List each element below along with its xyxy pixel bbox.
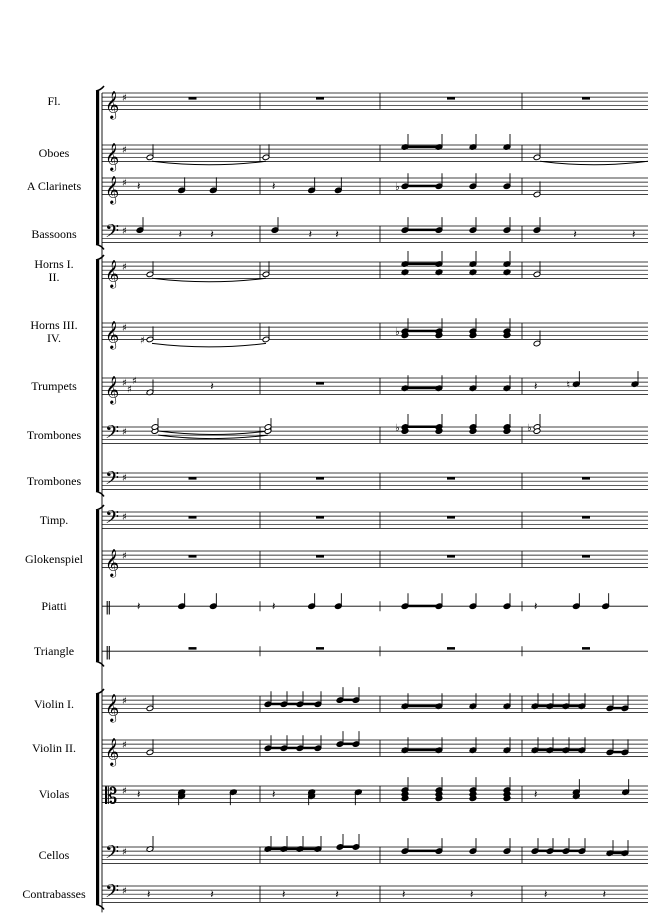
quarter-rest-icon: 𝄽	[335, 228, 339, 242]
quarter-rest-icon: 𝄽	[210, 888, 214, 902]
sharp-icon: ♯	[122, 226, 127, 238]
bass-clef-icon: 𝄢	[105, 221, 120, 247]
sharp-icon: ♯	[122, 786, 127, 798]
bracket	[96, 91, 99, 244]
bracket-hook	[96, 661, 104, 666]
sharp-icon: ♯	[122, 512, 127, 524]
whole-rest-icon	[582, 555, 590, 558]
quarter-rest-icon: 𝄽	[470, 888, 474, 902]
bass-clef-icon: 𝄢	[105, 507, 120, 533]
sharp-icon: ♯	[122, 145, 127, 157]
sharp-icon: ♯	[132, 376, 137, 388]
quarter-rest-icon: 𝄽	[137, 788, 141, 802]
quarter-rest-icon: 𝄽	[402, 888, 406, 902]
accidental-icon: ♯	[140, 335, 145, 347]
label-line: IV.	[46, 331, 62, 346]
whole-rest-icon	[316, 516, 324, 519]
beam	[271, 747, 321, 750]
label-line: Timp.	[39, 513, 69, 528]
label-line: Horns I.	[34, 257, 74, 272]
quarter-rest-icon: 𝄽	[573, 228, 577, 242]
sharp-icon: ♯	[122, 551, 127, 563]
label-bassoons	[31, 227, 77, 241]
quarter-rest-icon: 𝄽	[534, 600, 538, 614]
tie	[158, 435, 268, 439]
treble-clef-icon: 𝄞	[105, 548, 120, 577]
treble-clef-icon: 𝄞	[105, 693, 120, 722]
bass-clef-icon: 𝄢	[105, 468, 120, 494]
sharp-icon: ♯	[122, 178, 127, 190]
sharp-icon: ♯	[122, 847, 127, 859]
quarter-rest-icon: 𝄽	[335, 888, 339, 902]
whole-rest-icon	[582, 516, 590, 519]
bracket	[96, 510, 99, 661]
quarter-rest-icon: 𝄽	[534, 788, 538, 802]
staff-horns-3-4	[102, 320, 648, 349]
beam	[538, 705, 585, 708]
whole-rest-icon	[582, 97, 590, 100]
label-line: Trumpets	[31, 379, 77, 394]
staff-fl	[102, 90, 648, 119]
staff-oboes	[102, 142, 648, 171]
label-violas	[39, 787, 70, 801]
staff-trombones-2	[102, 468, 648, 493]
tie	[152, 161, 266, 165]
sharp-icon: ♯	[122, 427, 127, 439]
whole-rest-icon	[316, 477, 324, 480]
quarter-rest-icon: 𝄽	[282, 888, 286, 902]
label-fl	[47, 94, 60, 108]
whole-rest-icon	[189, 555, 197, 558]
treble-clef-icon: 𝄞	[105, 142, 120, 171]
bracket-hook	[96, 86, 104, 91]
whole-rest-icon	[582, 477, 590, 480]
whole-rest-icon	[447, 516, 455, 519]
bracket	[96, 694, 99, 904]
whole-rest-icon	[447, 97, 455, 100]
bracket-hook	[96, 255, 104, 260]
bracket-hook	[96, 689, 104, 694]
label-line: A Clarinets	[26, 179, 82, 194]
sharp-icon: ♯	[122, 93, 127, 105]
treble-clef-icon: 𝄞	[105, 175, 120, 204]
tie	[540, 161, 648, 165]
label-line: Violas	[38, 787, 70, 802]
bracket-hook	[96, 904, 104, 909]
whole-rest-icon	[316, 555, 324, 558]
tie	[152, 278, 266, 282]
staff-horns-1-2	[102, 259, 648, 288]
sharp-icon: ♯	[122, 473, 127, 485]
beam	[538, 850, 585, 853]
sharp-icon: ♯	[127, 384, 132, 396]
whole-rest-icon	[189, 516, 197, 519]
quarter-rest-icon: 𝄽	[534, 380, 538, 394]
notation	[136, 97, 648, 901]
label-violin-2	[32, 741, 76, 755]
treble-clef-icon: 𝄞	[105, 320, 120, 349]
treble-clef-icon: 𝄞	[105, 259, 120, 288]
quarter-rest-icon: 𝄽	[178, 228, 183, 242]
label-line: Violin II.	[32, 741, 76, 756]
staff-triangle	[102, 645, 648, 660]
sharp-icon: ♯	[122, 696, 127, 708]
whole-rest-icon	[189, 647, 197, 650]
label-violin-1	[34, 697, 74, 711]
label-trumpets	[31, 379, 77, 393]
label-line: Glokenspiel	[25, 552, 83, 567]
quarter-rest-icon: 𝄽	[210, 380, 214, 394]
bracket-hook	[96, 505, 104, 510]
whole-rest-icon	[447, 555, 455, 558]
label-line: Contrabasses	[22, 887, 86, 902]
label-line: Trombones	[26, 428, 82, 443]
treble-clef-icon: 𝄞	[105, 375, 120, 404]
bracket	[96, 260, 99, 491]
quarter-rest-icon: 𝄽	[210, 228, 214, 242]
quarter-rest-icon: 𝄽	[147, 888, 151, 902]
label-trombones-2	[27, 474, 82, 488]
label-line: Violin I.	[34, 697, 74, 712]
label-timp	[40, 513, 69, 527]
sharp-icon: ♯	[122, 378, 127, 390]
sharp-icon: ♯	[122, 262, 127, 274]
staves	[102, 90, 648, 906]
whole-rest-icon	[189, 477, 197, 480]
accidental-icon: ♭	[527, 423, 532, 434]
whole-rest-icon	[447, 477, 455, 480]
label-line: Cellos	[38, 848, 70, 863]
staff-timp	[102, 507, 648, 532]
instrument-labels	[22, 94, 86, 901]
whole-rest-icon	[189, 97, 197, 100]
accidental-icon: ♭	[395, 423, 400, 434]
whole-rest-icon	[582, 647, 590, 650]
bracket-hook	[96, 491, 104, 496]
label-line: Oboes	[38, 146, 70, 161]
quarter-rest-icon: 𝄽	[544, 888, 548, 902]
staff-glokenspiel	[102, 548, 648, 577]
label-line: Piatti	[41, 599, 67, 614]
accidental-icon: ♭	[395, 327, 400, 339]
label-line: Bassoons	[31, 227, 77, 242]
alto-clef-icon: 𝄡	[105, 784, 118, 810]
label-contrabasses	[22, 887, 86, 901]
quarter-rest-icon: 𝄽	[272, 788, 276, 802]
whole-rest-icon	[447, 647, 455, 650]
bass-clef-icon: 𝄢	[105, 842, 120, 868]
sharp-icon: ♯	[122, 886, 127, 898]
whole-rest-icon	[316, 382, 324, 385]
quarter-rest-icon: 𝄽	[272, 180, 276, 194]
group-brackets	[96, 86, 104, 912]
sharp-icon: ♯	[122, 323, 127, 335]
label-line: II.	[48, 270, 60, 285]
label-line: Triangle	[33, 644, 75, 659]
beam	[271, 703, 321, 706]
percussion-clef-icon: ‖	[105, 645, 112, 661]
tie	[152, 343, 266, 347]
bass-clef-icon: 𝄢	[105, 422, 120, 448]
label-a-clarinets	[27, 179, 82, 193]
accidental-icon: ♭	[395, 182, 400, 194]
label-horns-1-2	[34, 257, 73, 284]
quarter-rest-icon: 𝄽	[308, 228, 313, 242]
tie	[158, 431, 268, 435]
percussion-clef-icon: ‖	[105, 600, 112, 616]
label-line: Horns III.	[30, 318, 78, 333]
whole-rest-icon	[316, 647, 324, 650]
bass-clef-icon: 𝄢	[105, 881, 120, 907]
staff-trombones-1	[102, 422, 648, 447]
beam	[271, 848, 321, 851]
staff-contrabasses	[102, 881, 648, 906]
treble-clef-icon: 𝄞	[105, 90, 120, 119]
whole-rest-icon	[316, 97, 324, 100]
quarter-rest-icon: 𝄽	[137, 600, 141, 614]
label-piatti	[41, 599, 67, 613]
label-triangle	[34, 644, 74, 658]
quarter-rest-icon: 𝄽	[602, 888, 607, 902]
quarter-rest-icon: 𝄽	[632, 228, 636, 242]
label-trombones-1	[27, 428, 82, 442]
label-line: Trombones	[26, 474, 82, 489]
label-oboes	[39, 146, 70, 160]
quarter-rest-icon: 𝄽	[272, 600, 276, 614]
label-glokenspiel	[25, 552, 84, 566]
label-line: Fl.	[47, 94, 61, 109]
treble-clef-icon: 𝄞	[105, 737, 120, 766]
label-cellos	[39, 848, 70, 862]
accidental-icon: ♮	[566, 380, 570, 392]
quarter-rest-icon: 𝄽	[137, 180, 141, 194]
label-horns-3-4	[30, 318, 77, 345]
beam	[538, 749, 585, 752]
staff-cellos	[102, 842, 648, 867]
sharp-icon: ♯	[122, 740, 127, 752]
staff-bassoons	[102, 221, 648, 246]
bracket-hook	[96, 244, 104, 249]
